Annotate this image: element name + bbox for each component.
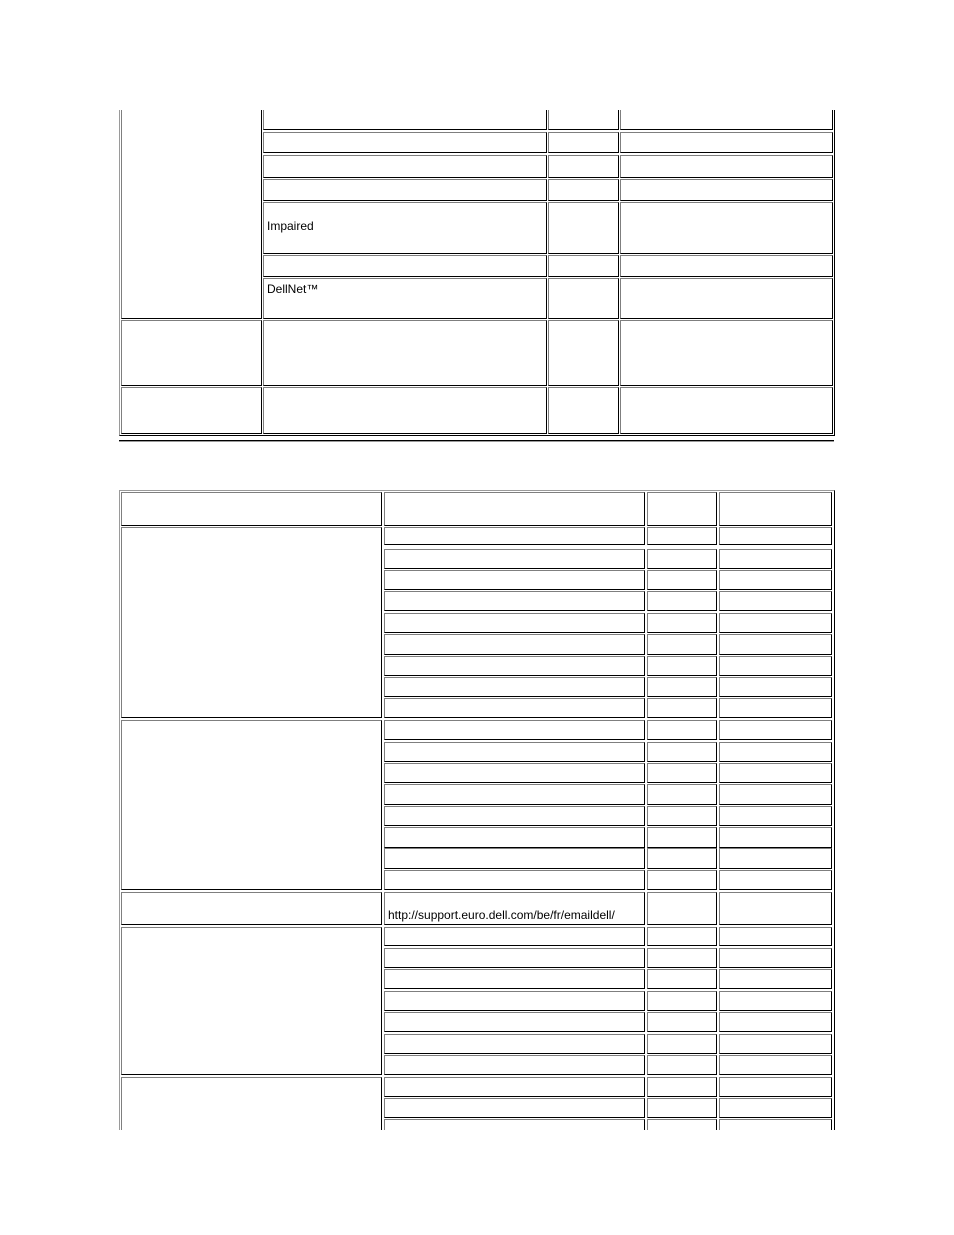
- table-cell: [647, 527, 717, 545]
- impaired-label: Impaired: [267, 219, 314, 233]
- table-cell: [719, 720, 832, 740]
- email-support-link[interactable]: http://support.euro.dell.com/be/fr/emaildell/: [388, 908, 615, 922]
- table-cell: [263, 179, 547, 201]
- group-cell: [121, 527, 382, 718]
- table-cell: [384, 1098, 645, 1118]
- table-cell: [647, 870, 717, 890]
- group-cell: [121, 1077, 382, 1130]
- table-cell: [647, 720, 717, 740]
- table-cell: [647, 784, 717, 805]
- table-cell: [647, 892, 717, 925]
- header-cell: [384, 492, 645, 526]
- table-cell: [384, 677, 645, 697]
- table-cell: [548, 255, 619, 277]
- table-cell: [719, 969, 832, 989]
- table-cell: [719, 549, 832, 569]
- table-cell: [647, 1119, 717, 1130]
- table-cell: [719, 527, 832, 545]
- table-cell: [263, 155, 547, 178]
- table-cell: [384, 969, 645, 989]
- table-cell: [263, 202, 547, 254]
- table-cell: [647, 927, 717, 946]
- table-cell: [384, 570, 645, 590]
- table-cell: [719, 892, 832, 925]
- table-cell: [620, 179, 833, 201]
- table-cell: [719, 927, 832, 946]
- table-cell: [647, 848, 717, 869]
- table-cell: [620, 387, 833, 434]
- table-cell: [719, 634, 832, 655]
- table-cell: [719, 1119, 832, 1130]
- table-cell: [647, 827, 717, 848]
- table-cell: [647, 969, 717, 989]
- group-cell: [121, 720, 382, 890]
- table-cell: [548, 387, 619, 434]
- table-cell: [719, 1077, 832, 1097]
- table-cell: [719, 870, 832, 890]
- table-cell: [548, 132, 619, 153]
- table-cell: [620, 278, 833, 319]
- group-cell: [121, 892, 382, 925]
- table-cell: [719, 742, 832, 762]
- table-cell: [384, 742, 645, 762]
- table-cell: [647, 634, 717, 655]
- table-cell: [384, 1119, 645, 1130]
- table-cell: [719, 1098, 832, 1118]
- table-cell: [647, 677, 717, 697]
- table-cell: [647, 991, 717, 1011]
- table-cell: [384, 1077, 645, 1097]
- table-cell: [647, 1055, 717, 1075]
- table-cell: [384, 784, 645, 805]
- table-cell: [620, 155, 833, 178]
- table-cell: [384, 698, 645, 718]
- table-cell: [719, 991, 832, 1011]
- table-cell: [647, 656, 717, 676]
- header-cell: [647, 492, 717, 526]
- table-cell: [647, 1077, 717, 1097]
- table-cell: [620, 132, 833, 153]
- table-cell: [263, 387, 547, 434]
- table-cell: [647, 1034, 717, 1054]
- table-cell: [548, 320, 619, 386]
- table-cell: [384, 892, 645, 925]
- table-cell: [620, 202, 833, 254]
- table-cell: [719, 1055, 832, 1075]
- table-cell: [384, 720, 645, 740]
- table-cell: [647, 591, 717, 611]
- table-cell: [384, 848, 645, 869]
- table-cell: [384, 991, 645, 1011]
- table-cell: [719, 613, 832, 633]
- table-cell: [548, 155, 619, 178]
- group-cell: [121, 927, 382, 1075]
- table-cell: [263, 132, 547, 153]
- table-cell: [384, 948, 645, 968]
- table-cell: [719, 827, 832, 848]
- table-cell: [384, 927, 645, 946]
- table-cell: [384, 806, 645, 826]
- table-cell: [719, 656, 832, 676]
- table-cell: [647, 742, 717, 762]
- table-cell: [384, 1055, 645, 1075]
- table-cell: [719, 784, 832, 805]
- header-cell: [719, 492, 832, 526]
- horizontal-rule: [119, 440, 834, 442]
- table-cell: [263, 278, 547, 319]
- table-cell: [647, 613, 717, 633]
- table-cell: [647, 570, 717, 590]
- dellnet-label: DellNet™: [267, 282, 319, 296]
- table-cell: [647, 549, 717, 569]
- table-cell: [719, 1034, 832, 1054]
- table-cell: [719, 763, 832, 783]
- table-cell: [548, 202, 619, 254]
- table-cell: [121, 320, 262, 386]
- table-cell: [548, 278, 619, 319]
- table-cell: [384, 1012, 645, 1032]
- table-cell: [384, 591, 645, 611]
- table-cell: [719, 948, 832, 968]
- table-cell: [548, 110, 619, 130]
- table-cell: [647, 1098, 717, 1118]
- table-cell: [384, 656, 645, 676]
- table-cell: [620, 320, 833, 386]
- table-cell: [121, 387, 262, 434]
- table-cell: [647, 1012, 717, 1032]
- table-cell: [384, 527, 645, 545]
- table-cell: [620, 110, 833, 130]
- table-cell: [719, 848, 832, 869]
- table-cell: [548, 179, 619, 201]
- table-cell: [647, 763, 717, 783]
- table-cell: [384, 827, 645, 848]
- table-cell: [384, 549, 645, 569]
- table-cell: [719, 591, 832, 611]
- table-cell: [263, 320, 547, 386]
- table-cell: [620, 255, 833, 277]
- table-cell: [384, 613, 645, 633]
- table-cell: [384, 1034, 645, 1054]
- table-cell: [384, 763, 645, 783]
- table-cell: [647, 806, 717, 826]
- table-cell: [263, 255, 547, 277]
- table-cell: [384, 870, 645, 890]
- table-cell: [719, 677, 832, 697]
- header-cell: [121, 492, 382, 526]
- table-cell: [719, 806, 832, 826]
- table-cell: [121, 110, 262, 319]
- table-cell: [719, 698, 832, 718]
- table-cell: [647, 698, 717, 718]
- table-cell: [263, 110, 547, 130]
- table-cell: [647, 948, 717, 968]
- table-cell: [719, 570, 832, 590]
- table-cell: [384, 634, 645, 655]
- table-cell: [719, 1012, 832, 1032]
